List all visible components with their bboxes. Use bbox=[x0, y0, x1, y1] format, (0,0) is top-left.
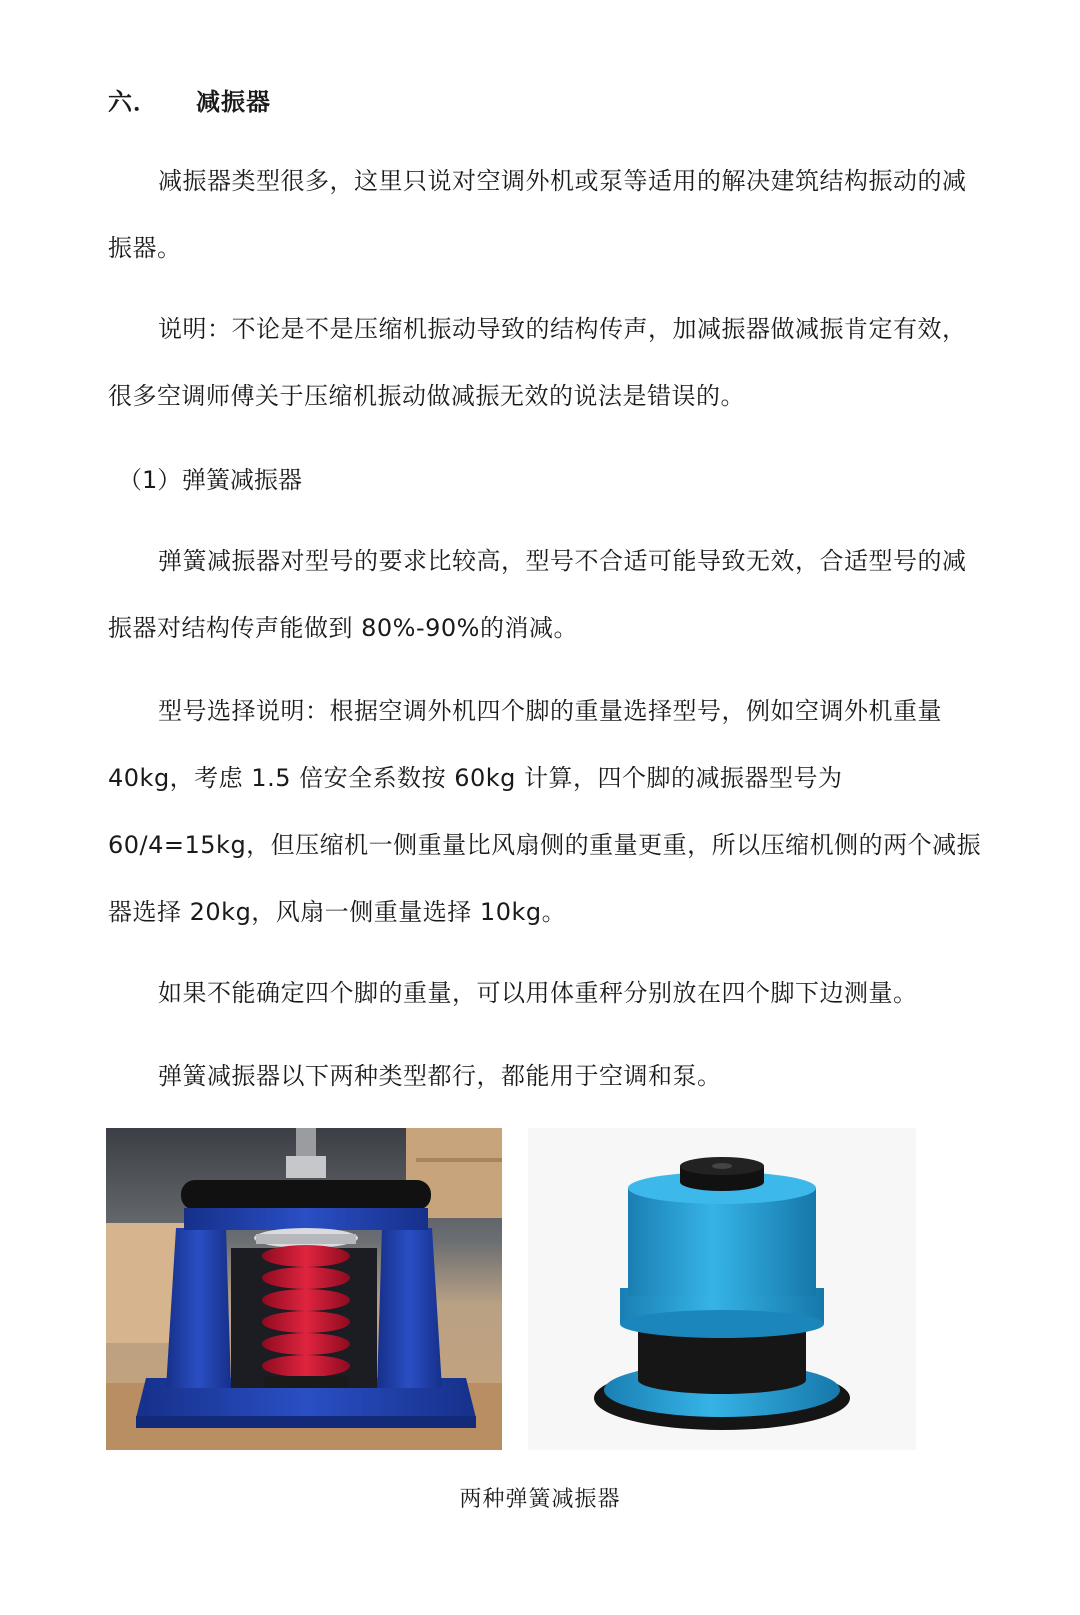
section-title: 减振器 bbox=[196, 88, 271, 116]
figure-caption: 两种弹簧减振器 bbox=[459, 1487, 621, 1512]
paragraph-model-selection: 型号选择说明：根据空调外机四个脚的重量选择型号，例如空调外机重量 40kg，考虑 1.5 倍安全系数按 60kg 计算，四个脚的减振器型号为 60/4=15kg，但压缩机一侧重量比风扇侧的重量更重，所以压缩机侧的两个减振器选择 20kg，风扇一侧重量选择 10kg。 bbox=[108, 697, 982, 926]
subsection-title: 弹簧减振器 bbox=[182, 466, 302, 494]
subsection-number: （1） bbox=[118, 466, 182, 494]
section-heading bbox=[108, 82, 271, 117]
paragraph-weighing-tip: 如果不能确定四个脚的重量，可以用体重秤分别放在四个脚下边测量。 bbox=[158, 979, 918, 1007]
paragraph-note: 说明：不论是不是压缩机振动导致的结构传声，加减振器做减振肯定有效，很多空调师傅关于压缩机振动做减振无效的说法是错误的。 bbox=[108, 315, 967, 410]
paragraph-intro: 减振器类型很多，这里只说对空调外机或泵等适用的解决建筑结构振动的减振器。 bbox=[108, 167, 967, 262]
subsection-heading bbox=[118, 460, 302, 500]
photo-housed-spring-isolator bbox=[106, 1128, 502, 1450]
section-number: 六． bbox=[108, 88, 158, 116]
housed-spring-isolator-illustration bbox=[106, 1128, 502, 1450]
paragraph-spring-intro: 弹簧减振器对型号的要求比较高，型号不合适可能导致无效，合适型号的减振器对结构传声能做到 80%-90%的消减。 bbox=[108, 547, 967, 642]
photo-cylindrical-spring-isolator bbox=[528, 1128, 916, 1450]
cylindrical-spring-isolator-illustration bbox=[528, 1128, 916, 1450]
paragraph-types-note: 弹簧减振器以下两种类型都行，都能用于空调和泵。 bbox=[158, 1062, 722, 1090]
